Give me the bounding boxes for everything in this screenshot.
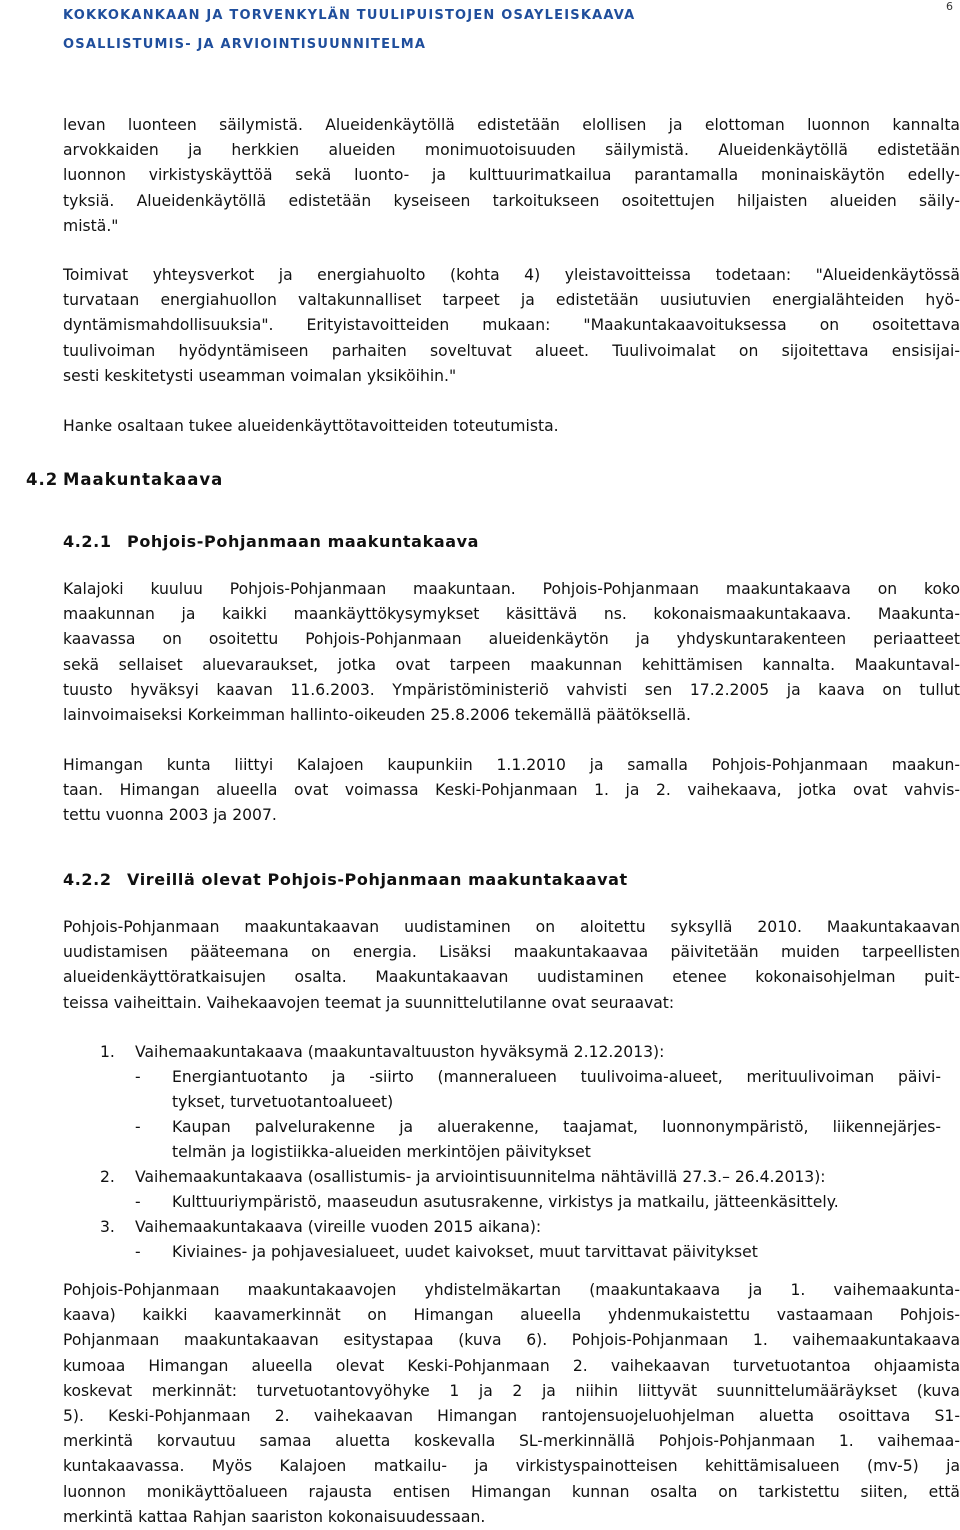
text-line: Hanke osaltaan tukee alueidenkäyttötavoitteiden toteutumista. [63, 417, 559, 435]
section-number: 4.2.1 [63, 532, 112, 551]
text-line: dyntämismahdollisuuksia". Erityistavoitteiden mukaan: "Maakuntakaavoituksessa on osoitettava [63, 316, 960, 335]
list-dash: - [135, 1243, 141, 1261]
text-line: lainvoimaiseksi Korkeimman hallinto-oikeuden 25.8.2006 tekemällä päätöksellä. [63, 705, 691, 724]
paragraph-6 [63, 915, 960, 1016]
text-line: teissa vaiheittain. Vaihekaavojen teemat ja suunnittelutilanne ovat seuraavat: [63, 993, 675, 1012]
text-line: kumoaa Himangan alueella olevat Keski-Pohjanmaan 2. vaihekaavan turvetuotantoa ohjaamista [63, 1356, 960, 1375]
section-number: 4.2.2 [63, 870, 112, 889]
document-title: KOKKOKANKAAN JA TORVENKYLÄN TUULIPUISTOJEN OSAYLEISKAAVA [63, 8, 636, 23]
text-line: sesti keskitetysti useamman voimalan yksiköihin." [63, 366, 457, 385]
text-line: arvokkaiden ja herkkien alueiden monimuotoisuuden säilymistä. Alueidenkäytöllä edistetään [63, 141, 960, 160]
paragraph-3 [63, 414, 960, 439]
text-line: merkintä korvautuu samaa aluetta koskevalla SL-merkinnällä Pohjois-Pohjanmaan 1. vaihemaa- [63, 1432, 960, 1451]
text-line: turvataan energiahuollon valtakunnalliset tarpeet ja edistetään uusiutuvien energialähteiden hyö- [63, 291, 960, 310]
text-line: tuusto hyväksyi kaavan 11.6.2003. Ympäristöministeriö vahvisti sen 17.2.2005 ja kaava on tullut [63, 680, 960, 699]
sub-list-item: Kaupan palvelurakenne ja aluerakenne, taajamat, luonnonympäristö, liikennejärjes- [172, 1118, 941, 1136]
text-line: levan luonteen säilymistä. Alueidenkäytöllä edistetään elollisen ja elottoman luonnon kannalta [63, 116, 960, 134]
section-title: Vireillä olevat Pohjois-Pohjanmaan maakuntakaavat [127, 870, 628, 889]
text-line: tettu vuonna 2003 ja 2007. [63, 806, 277, 825]
text-line: uudistamisen pääteemana on energia. Lisäksi maakuntakaavaa päivitetään muiden tarpeellisten [63, 943, 960, 962]
text-line: 5). Keski-Pohjanmaan 2. vaihekaavan Himangan rantojensuojeluohjelman aluetta osoittava S1- [63, 1406, 960, 1425]
text-line: alueidenkäyttöratkaisujen osalta. Maakuntakaavan uudistaminen etenee kokonaisohjelman puit- [63, 968, 960, 987]
section-title: Maakuntakaava [63, 470, 224, 489]
list-item: Vaihemaakuntakaava (maakuntavaltuuston hyväksymä 2.12.2013): [135, 1043, 665, 1061]
section-title: Pohjois-Pohjanmaan maakuntakaava [127, 532, 480, 551]
text-line: tyksiä. Alueidenkäytöllä edistetään kyseiseen tarkoitukseen osoitettujen hiljaisten alueiden säily- [63, 191, 960, 210]
text-line: Himangan kunta liittyi Kalajoen kaupunkiin 1.1.2010 ja samalla Pohjois-Pohjanmaan maakun- [63, 756, 960, 774]
text-line: kaava) kaikki kaavamerkinnät on Himangan alueella yhdenmukaistettu vastaamaan Pohjois- [63, 1306, 960, 1325]
text-line: kaavassa on osoitettu Pohjois-Pohjanmaan alueidenkäytön ja yhdyskuntarakenteen periaatteet [63, 630, 960, 649]
sub-list-item-cont: tykset, turvetuotantoalueet) [172, 1093, 394, 1111]
text-line: taan. Himangan alueella ovat voimassa Keski-Pohjanmaan 1. ja 2. vaihekaava, jotka ovat vahvis- [63, 781, 960, 800]
text-line: luonnon virkistyskäyttöä sekä luonto- ja kulttuurimatkailua parantamalla moninaiskäytön edelly- [63, 166, 960, 185]
page-number: 6 [946, 0, 953, 13]
list-dash: - [135, 1068, 141, 1086]
text-line: tuulivoiman hyödyntämiseen parhaiten soveltuvat alueet. Tuulivoimalat on sijoitettava ensisijai- [63, 341, 960, 360]
list-number: 3. [100, 1218, 115, 1236]
sub-list-item: Kiviaines- ja pohjavesialueet, uudet kaivokset, muut tarvittavat päivitykset [172, 1243, 758, 1261]
sub-list-item: Energiantuotanto ja -siirto (manneralueen tuulivoima-alueet, merituulivoiman päivi- [172, 1068, 941, 1086]
section-heading-4-2-2 [63, 870, 628, 889]
paragraph-7 [63, 1278, 960, 1530]
text-line: maakunnan ja kaikki maankäyttökysymykset käsittävä ns. kokonaismaakuntakaava. Maakunta- [63, 605, 960, 624]
paragraph-2 [63, 263, 960, 389]
text-line: Toimivat yhteysverkot ja energiahuolto (kohta 4) yleistavoitteissa todetaan: "Alueidenkäytössä [63, 266, 960, 284]
text-line: merkintä kattaa Rahjan saariston kokonaisuudessaan. [63, 1507, 486, 1526]
text-line: Pohjanmaan maakuntakaavan esitystapaa (kuva 6). Pohjois-Pohjanmaan 1. vaihemaakuntakaava [63, 1331, 960, 1350]
list-item: Vaihemaakuntakaava (vireille vuoden 2015 aikana): [135, 1218, 542, 1236]
section-heading-4-2-1 [63, 532, 479, 551]
text-line: Pohjois-Pohjanmaan maakuntakaavojen yhdistelmäkartan (maakuntakaava ja 1. vaihemaakunta- [63, 1281, 960, 1299]
section-number: 4.2 [26, 470, 59, 489]
text-line: mistä." [63, 216, 119, 235]
paragraph-1 [63, 113, 960, 239]
sub-list-item: Kulttuuriympäristö, maaseudun asutusrakenne, virkistys ja matkailu, jätteenkäsittely. [172, 1193, 839, 1211]
text-line: sekä sellaiset aluevaraukset, jotka ovat tarpeen maakunnan kehittämisen kannalta. Maakuntaval- [63, 655, 960, 674]
list-item: Vaihemaakuntakaava (osallistumis- ja arviointisuunnitelma nähtävillä 27.3.– 26.4.2013): [135, 1168, 826, 1186]
paragraph-5 [63, 753, 960, 829]
sub-list-item-cont: telmän ja logistiikka-alueiden merkintöjen päivitykset [172, 1143, 591, 1161]
text-line: luonnon monikäyttöalueen rajausta entisen Himangan kunnan osalta on tarkistettu siiten, että [63, 1482, 960, 1501]
text-line: Kalajoki kuuluu Pohjois-Pohjanmaan maakuntaan. Pohjois-Pohjanmaan maakuntakaava on koko [63, 580, 960, 598]
paragraph-4 [63, 577, 960, 728]
list-number: 1. [100, 1043, 115, 1061]
section-heading-4-2 [26, 470, 223, 489]
list-dash: - [135, 1193, 141, 1211]
list-dash: - [135, 1118, 141, 1136]
text-line: koskevat merkinnät: turvetuotantovyöhyke 1 ja 2 ja niihin liittyvät suunnittelumääräykset (kuva [63, 1381, 960, 1400]
list-number: 2. [100, 1168, 115, 1186]
text-line: kuntakaavassa. Myös Kalajoen matkailu- ja virkistyspainotteisen kehittämisalueen (mv-5) ja [63, 1457, 960, 1476]
text-line: Pohjois-Pohjanmaan maakuntakaavan uudistaminen on aloitettu syksyllä 2010. Maakuntakaavan [63, 918, 960, 936]
document-subtitle: OSALLISTUMIS- JA ARVIOINTISUUNNITELMA [63, 37, 427, 52]
